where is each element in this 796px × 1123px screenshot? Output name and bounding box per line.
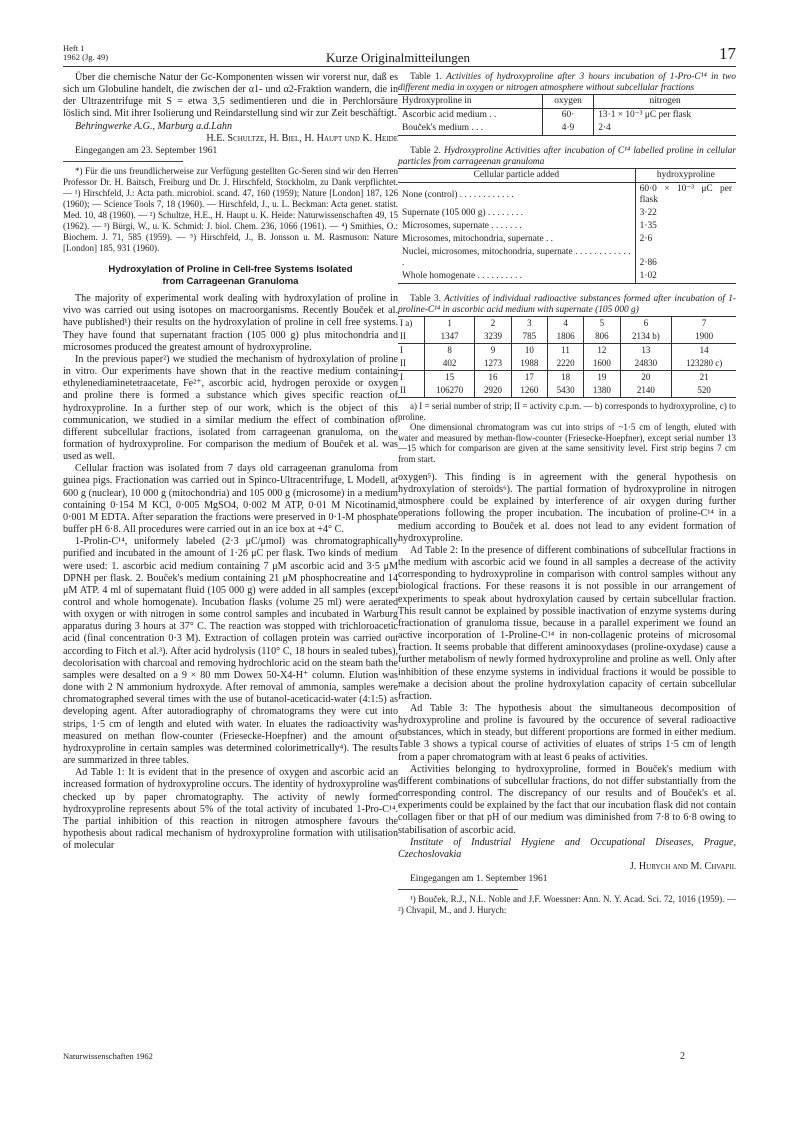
table1-header: nitrogen — [594, 95, 736, 109]
table1-caption-text: Activities of hydroxyproline after 3 hours incubation of 1-Pro-C¹⁴ in two different media in oxygen or nitrogen atmosphere without subcellular fractions — [398, 72, 736, 93]
table1-cell: Bouček's medium . . . — [402, 123, 484, 133]
table3-caption-text: Activities of individual radioactive substances formed after incubation of 1-proline-C¹⁴ in ascorbic acid medium with supernate (105 000 g) — [398, 294, 737, 315]
table3-cell: 123280 c) — [672, 357, 736, 371]
table2-cell: Microsomes, supernate . . . . . . . — [402, 221, 522, 231]
issue-number: Heft 1 — [63, 43, 85, 53]
table3-cell: 10 — [511, 344, 547, 358]
article-paragraph: oxygen⁵). This finding is in agreement with the general hypothesis on hydroxylation of steroids⁶). The partial formation of hydroxyproline in nitrogen atmosphere could be explained by interference of air oxygen during further operations following the proper incubation. The incubation of proline-C¹⁴ in a medium according to Bouček et al. does not lead to any evident formation of hydroxyproline. — [398, 472, 736, 544]
article-affiliation: Institute of Industrial Hygiene and Occupational Diseases, Prague, Czechoslovakia — [398, 836, 736, 860]
article-paragraph: Ad Table 1: It is evident that in the presence of oxygen and ascorbic acid an increased formation of hydroxyproline occurs. The identity of hydroxyproline was checked up by paper chromatography. The activity of newly formed hydroxyproline represents about 5% of the total activity of incubated 1-Pro-C¹⁴. The partial inhibition of this reaction in nitrogen atmosphere favours the hypothesis about radical mechanism of hydroxyproline formation with utilisation of molecular — [63, 767, 398, 852]
footnote-rule — [63, 161, 183, 162]
table3-cell: 2 — [475, 317, 511, 331]
table3-cell: 1260 — [511, 384, 547, 398]
table3-cell: 7 — [672, 317, 736, 331]
table3-cell: 1380 — [584, 384, 620, 398]
article-paragraph: 1-Prolin-C¹⁴, uniformely labeled (2·3 μC/μmol) was chromatographically purified and incubated in the amount of 1·26 μC per flask. Two kinds of medium were used: 1. ascorbic acid medium containing 7 μM ascorbic acid and 3·5 μM DPNH per flask. 2. Bouček's medium containing 21 μM phosphocreatine and 14 μM ATP. 4 ml of supernatant fluid (105 000 g) were added in all samples (except control and whole homogenate). Incubation flasks (volume 25 ml) were aerated with oxygen or with nitrogen in some control samples and incubated in Warburg apparatus during 3 hours at 37° C. The reaction was stopped with trichloroacetic acid (final concentration 0·3 M). Extraction of collagen protein was carried out according to Fitch et al.³). After acid hydrolysis (110° C, 18 hours in sealed tubes), decolorisation with charcoal and removing hydrochloric acid on the steam bath the samples were desalted on a 9 × 80 mm Dowex 50-X4-H⁺ column. Elution was done with 2 N ammonium hydroxyde. After removal of ammonia, samples were chromatographed several times with the use of butanol-aceticacid-water (4:1:5) as developing agent. After autoradiography of chromatograms they were cut into strips, 1·5 cm of length and eluted with water. In eluates the radioactivity was measured on methan flow-counter (Friesecke-Hoepfner) and the amount of hydroxyproline in certain samples was determined colorimetrically⁴). The results are summarized in three tables. — [63, 536, 398, 767]
table1-header: oxygen — [542, 95, 593, 109]
table1-cell: Ascorbic acid medium . . — [402, 110, 497, 120]
table2-cell: 1·35 — [635, 220, 736, 233]
header-rule — [63, 66, 736, 67]
footer-journal: Naturwissenschaften 1962 — [63, 1051, 153, 1061]
table3-cell: 785 — [511, 330, 547, 344]
table1 — [398, 94, 736, 136]
table3-caption — [398, 294, 736, 316]
table2-cell: 60·0 × 10⁻³ μC per flask — [635, 183, 736, 208]
right-column — [398, 72, 736, 916]
table3-cell: 17 — [511, 371, 547, 385]
article-title-line1: Hydroxylation of Proline in Cell-free Systems Isolated — [108, 264, 353, 276]
table3-notes — [398, 401, 736, 464]
table3-cell: 12 — [584, 344, 620, 358]
table2-header: hydroxyproline — [635, 169, 736, 183]
table3-cell: 806 — [584, 330, 620, 344]
table3-cell: 106270 — [424, 384, 474, 398]
table3-cell: 6 — [620, 317, 672, 331]
article-title — [63, 264, 398, 288]
table3-cell: 1273 — [475, 357, 511, 371]
table2-cell: 3·22 — [635, 207, 736, 220]
table3-cell: 1900 — [672, 330, 736, 344]
table3-cell: 2134 b) — [620, 330, 672, 344]
table2-label: Table 2. — [410, 146, 441, 156]
table2-cell: 2·86 — [635, 246, 736, 270]
table1-cell: 13·1 × 10⁻³ μC per flask — [594, 109, 736, 123]
table3-cell: 3239 — [475, 330, 511, 344]
article-paragraph: In the previous paper²) we studied the mechanism of hydroxylation of proline in vitro. Our experiments have shown that in the reactive medium containing ethylenediaminetetraacetate, Fe²⁺, ascorbic acid, hydrogen peroxide or oxygen and proline there is formed a substance which gives specific reaction of hydroxyproline. In a further step of our work, which is the object of this communication, we studied in a similar medium the effect of combination of different subcellular fractions, isolated from carrageenan granuloma, on the formation of hydroxyproline. For comparison the medium of Bouček et al. was used as well. — [63, 353, 398, 463]
page-number: 17 — [719, 44, 736, 63]
article-title-line2: from Carrageenan Granuloma — [162, 276, 299, 288]
table3-note: a) I = serial number of strip; II = activity c.p.m. — b) corresponds to hydroxyproline, c) to proline. — [398, 401, 736, 422]
table3-cell: 5 — [584, 317, 620, 331]
table3-cell: 1600 — [584, 357, 620, 371]
table3-cell: 18 — [547, 371, 583, 385]
table3-cell: 15 — [424, 371, 474, 385]
table3-cell: II — [400, 385, 406, 395]
table3-note: One dimensional chromatogram was cut into strips of ~1·5 cm of length, eluted with water and measured by methan-flow-counter (Friesecke-Hoepfner), except serial number 13—15 which for comparison are given at the same sensitivity level. First strip begins 7 cm from start. — [398, 422, 736, 464]
table3 — [398, 316, 736, 398]
table3-cell: 14 — [672, 344, 736, 358]
table3-cell: 2220 — [547, 357, 583, 371]
table2-cell: 2·6 — [635, 233, 736, 246]
table3-cell: I — [400, 345, 403, 355]
table2-cell: Whole homogenate . . . . . . . . . . — [402, 271, 523, 281]
article-paragraph: Ad Table 2: In the presence of different combinations of subcellular fractions in the medium with ascorbic acid we found in all samples a decrease of the activity corresponding to hydroxyproline in comparison with control samples without any biological fractions. For these reasons it is not possible in our arrangement of experiments to speak about hydroxylation caused by certain subcellular fraction. This result cannot be explained by possible inactivation of enzyme systems during fractionation of granuloma tissue, because in a parallel experiment we found an active incorporation of 1-Proline-C¹⁴ in non-collagenic proteins of microsomal fraction. It seems probable that different aminooxydases (proline-oxydase) cause a further metabolism of newly formed hydroxyproline and proline as well. Only after inhibition of these enzyme systems in individual fractions it would be possible to make a decision about the proline hydroxylation capacity of certain subcellular fraction. — [398, 544, 736, 702]
table3-cell: 402 — [424, 357, 474, 371]
table3-cell: 1 — [424, 317, 474, 331]
table1-label: Table 1. — [410, 72, 442, 82]
table1-cell: 60· — [542, 109, 593, 123]
table3-cell: 13 — [620, 344, 672, 358]
table3-cell: I a) — [400, 318, 413, 328]
running-title: Kurze Originalmitteilungen — [325, 50, 471, 65]
table3-cell: 1988 — [511, 357, 547, 371]
prev-article-closing-paragraph: Über die chemische Natur der Gc-Komponenten wissen wir vorerst nur, daß es sich um Globuline handelt, die zwischen der α1- und α2-Fraktion wandern, die in der Ultrazentrifuge mit S = etwa 3,5 sedimentieren und die in Perchlorsäure löslich sind. Mit ihrer Isolierung und Reindarstellung sind wir zur Zeit beschäftigt. — [63, 72, 398, 120]
issue-year: 1962 (Jg. 49) — [63, 52, 109, 62]
table3-cell: 1347 — [424, 330, 474, 344]
table2-cell: 1·02 — [635, 270, 736, 284]
table2-header: Cellular particle added — [473, 170, 560, 180]
table3-cell: 9 — [475, 344, 511, 358]
footnote-rule — [398, 889, 518, 890]
table3-cell: 1806 — [547, 330, 583, 344]
table3-cell: 5430 — [547, 384, 583, 398]
article-paragraph: Ad Table 3: The hypothesis about the simultaneous decomposition of hydroxyproline and proline is favoured by the occurence of several radioactive substances, which in steady, but different proportions are formed in either medium. Table 3 shows a typical course of activities of eluates of strips 1·5 cm of length from a paper chromatogram with at least 6 peaks of activities. — [398, 702, 736, 763]
table2-cell: None (control) . . . . . . . . . . . . — [402, 189, 514, 200]
table3-cell: 16 — [475, 371, 511, 385]
table3-label: Table 3. — [410, 294, 441, 304]
table1-cell: 2·4 — [594, 122, 736, 136]
table2-cell: Nuclei, microsomes, mitochondria, supernate . . . . . . . . . . . . . — [402, 247, 631, 268]
table3-cell: 21 — [672, 371, 736, 385]
article-authors: J. Hurych and M. Chvapil — [629, 861, 736, 872]
table1-cell: 4·9 — [542, 122, 593, 136]
article-paragraph: The majority of experimental work dealing with hydroxylation of proline in vivo was carried out using isotopes on macroorganisms. Recently Bouček et al. have published¹) their results on the hydroxylation of proline in cell free systems. They have found that supernatant fraction (105 000 g) plus mitochondria and microsomes produced the greatest amount of hydroxyproline. — [63, 293, 398, 353]
table2 — [398, 168, 736, 284]
table2-caption-text: Hydroxyproline Activities after incubation of C¹⁴ labelled proline in cellular particles from carrageenan granuloma — [398, 146, 737, 167]
table3-cell: 4 — [547, 317, 583, 331]
table3-cell: II — [400, 331, 406, 341]
footer-sheet-number: 2 — [680, 1051, 685, 1062]
table2-cell: Supernate (105 000 g) . . . . . . . . — [402, 208, 524, 218]
table3-cell: 2140 — [620, 384, 672, 398]
article-received: Eingegangen am 1. September 1961 — [410, 874, 548, 885]
prev-article-received: Eingegangen am 23. September 1961 — [75, 145, 218, 156]
prev-article-affiliation: Behringwerke A.G., Marburg a.d.Lahn — [75, 120, 233, 132]
table3-cell: 20 — [620, 371, 672, 385]
table3-cell: 3 — [511, 317, 547, 331]
table2-cell: Microsomes, mitochondria, supernate . . — [402, 234, 554, 244]
table3-cell: I — [400, 372, 403, 382]
table3-cell: 8 — [424, 344, 474, 358]
table3-cell: 19 — [584, 371, 620, 385]
table3-cell: 11 — [547, 344, 583, 358]
prev-article-authors: H.E. Schultze, H. Biel, H. Haupt und K. Heide — [206, 132, 398, 144]
table2-caption — [398, 146, 736, 168]
table1-caption — [398, 72, 736, 94]
article-footnotes: ¹) Bouček, R.J., N.L. Noble and J.F. Woessner: Ann. N. Y. Acad. Sci. 72, 1016 (1959). — ²) Chvapil, M., and J. Hurych: — [398, 894, 736, 916]
table3-cell: 2920 — [475, 384, 511, 398]
table3-cell: 520 — [672, 384, 736, 398]
left-column — [63, 72, 398, 852]
article-paragraph: Activities belonging to hydroxyproline, formed in Bouček's medium with different combinations of subcellular fractions, do not differ substantially from the corresponding control. The discrepancy of our results and of Bouček's et al. experiments could be explained by the fact that our incubation flask did not contain collagen fiber or that pH of our medium was diminished from 7·8 to 6·8 owing to stabilisation of ascorbic acid. — [398, 763, 736, 836]
table3-cell: II — [400, 358, 406, 368]
table3-cell: 24830 — [620, 357, 672, 371]
article-paragraph: Cellular fraction was isolated from 7 days old carrageenan granuloma from guinea pigs. Fractionation was carried out in Spinco-Ultracentrifuge, L Modell, at 600 g (nuclear), 10 000 g (mitochondria) and 105 000 g (microsome) in a medium containing 0·154 M KCl, 0·005 MgSO4, 0·002 M ATP, 0·01 M Nicotinamid, 0·001 M EDTA. After separation the fractions were preserved in 0·1-M phosphate buffer pH 6·8. All procedures were carried out in an ice box at +4° C. — [63, 463, 398, 536]
table1-header: Hydroxyproline in — [402, 96, 472, 106]
prev-article-footnotes: *) Für die uns freundlicherweise zur Verfügung gestellten Gc-Seren sind wir den Herren Professor Dr. H. Baitsch, Freiburg und Dr. J. Hirschfeld, Stockholm, zu Dank verpflichtet. — ¹) Hirschfeld, J.: Acta path. microbiol. scand. 47, 160 (1959); Nature [London] 187, 126 (1960); — Science Tools 7, 18 (1960). — Hirschfeld, J., u. L. Beckman: Acta genet. statist. Med. 10, 48 (1960). — ²) Schultze, H.E., H. Haupt u. K. Heide: Naturwissenschaften 49, 15 (1962). — ³) Bürgi, W., u. K. Schmid: J. biol. Chem. 236, 1066 (1961). — ⁴) Smithies, O.: Biochem. J. 71, 585 (1959). — ⁵) Hirschfeld, J., B. Jonsson u. M. Rasmuson: Nature [London] 185, 931 (1960). — [63, 166, 398, 254]
